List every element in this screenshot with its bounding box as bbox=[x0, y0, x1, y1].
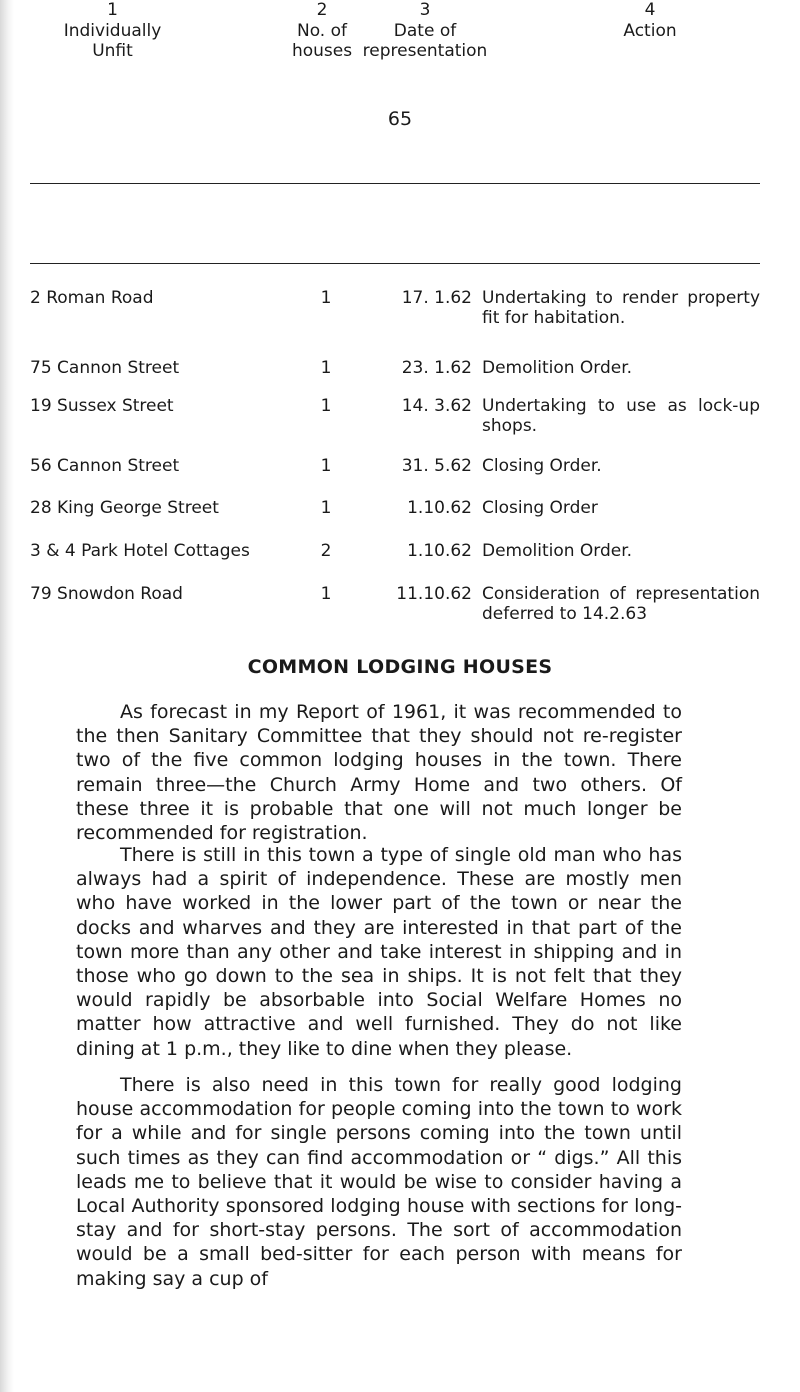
section-heading: COMMON LODGING HOUSES bbox=[247, 656, 553, 678]
row-date: 23. 1.62 bbox=[401, 358, 472, 378]
column-header-action bbox=[600, 0, 700, 41]
row-address: 19 Sussex Street bbox=[30, 396, 174, 416]
column-header-no-of-houses bbox=[282, 0, 362, 61]
row-action: Undertaking to use as lock-up shops. bbox=[482, 396, 760, 436]
row-date: 14. 3.62 bbox=[401, 396, 472, 416]
row-action: Closing Order. bbox=[482, 456, 602, 476]
body-paragraph: There is still in this town a type of single old man who has always had a spirit of independence. These are mostly men who have worked in the lower part of the town or near the docks and wharves and they are interested in that part of the town more than any other and take interest in shipping and in those who go down to the sea in ships. It is not felt that they would rapidly be absorbable into Social Welfare Homes no matter how attractive and well furnished. They do not like dining at 1 p.m., they like to dine when they please. bbox=[76, 844, 682, 1060]
row-houses: 2 bbox=[320, 541, 332, 561]
column-number: 4 bbox=[644, 0, 656, 20]
row-action: Demolition Order. bbox=[482, 541, 633, 561]
page-number: 65 bbox=[387, 108, 413, 130]
row-houses: 1 bbox=[320, 288, 332, 308]
row-action: Closing Order bbox=[482, 498, 598, 518]
row-date: 1.10.62 bbox=[407, 498, 472, 518]
table-top-rule bbox=[30, 183, 760, 184]
body-paragraph: As forecast in my Report of 1961, it was recommended to the then Sanitary Committee that they should not re-register two of the five common lodging houses in the town. There remain three—the Church Army Home and two others. Of these three it is probable that one will not much longer be recommended for registration. bbox=[76, 701, 682, 845]
row-date: 1.10.62 bbox=[407, 541, 472, 561]
table-header-rule bbox=[30, 263, 760, 264]
column-label: Date of representation bbox=[362, 21, 488, 61]
column-header-date-of-representation bbox=[360, 0, 490, 61]
row-address: 3 & 4 Park Hotel Cottages bbox=[30, 541, 250, 561]
column-number: 2 bbox=[316, 0, 328, 20]
body-paragraph: There is also need in this town for really good lodging house accommodation for people coming into the town to work for a while and for single persons coming into the town until such times as they can find accommodation or “ digs.” All this leads me to believe that it would be wise to consider having a Local Authority sponsored lodging house with sections for long-stay and for short-stay persons. The sort of accommodation would be a small bed-sitter for each person with means for making say a cup of bbox=[76, 1074, 682, 1290]
row-address: 75 Cannon Street bbox=[30, 358, 180, 378]
row-date: 17. 1.62 bbox=[401, 288, 472, 308]
column-header-individually-unfit bbox=[45, 0, 180, 61]
row-action: Undertaking to render property fit for habitation. bbox=[482, 288, 760, 328]
row-action: Consideration of representation deferred to 14.2.63 bbox=[482, 584, 760, 624]
row-houses: 1 bbox=[320, 498, 332, 518]
row-action: Demolition Order. bbox=[482, 358, 633, 378]
row-houses: 1 bbox=[320, 396, 332, 416]
row-houses: 1 bbox=[320, 584, 332, 604]
column-label: No. of houses bbox=[291, 21, 353, 61]
page-binding-edge bbox=[0, 0, 14, 1392]
column-number: 3 bbox=[419, 0, 431, 20]
row-houses: 1 bbox=[320, 358, 332, 378]
row-address: 28 King George Street bbox=[30, 498, 219, 518]
row-date: 31. 5.62 bbox=[401, 456, 472, 476]
column-label: Individually Unfit bbox=[63, 21, 162, 61]
row-address: 56 Cannon Street bbox=[30, 456, 180, 476]
row-date: 11.10.62 bbox=[396, 584, 472, 604]
column-label: Action bbox=[623, 21, 677, 41]
row-address: 2 Roman Road bbox=[30, 288, 154, 308]
column-number: 1 bbox=[107, 0, 118, 20]
row-houses: 1 bbox=[320, 456, 332, 476]
row-address: 79 Snowdon Road bbox=[30, 584, 183, 604]
